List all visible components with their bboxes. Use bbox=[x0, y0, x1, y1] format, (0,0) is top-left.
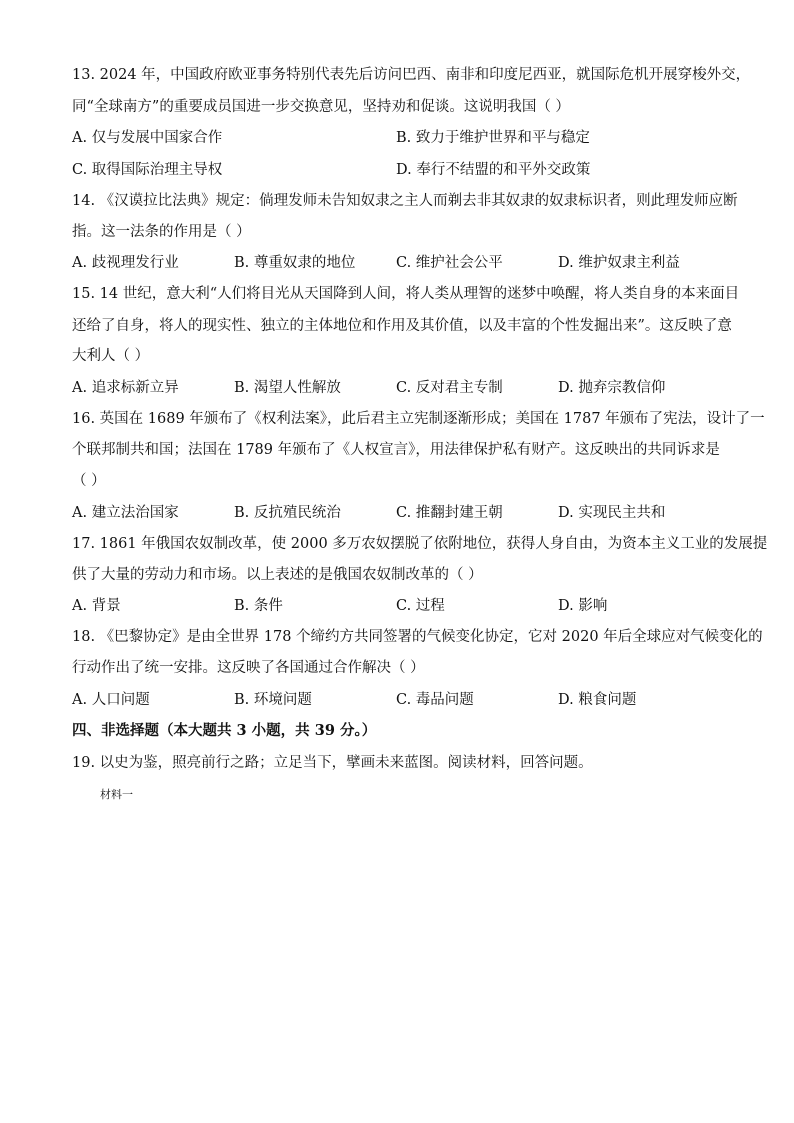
q14-option-d: D. 维护奴隶主利益 bbox=[558, 255, 680, 271]
q15-option-b: B. 渴望人性解放 bbox=[234, 380, 341, 396]
q14-option-b: B. 尊重奴隶的地位 bbox=[234, 255, 356, 271]
q14-stem-line2: 指。这一法条的作用是（ ） bbox=[72, 224, 251, 240]
q13-option-a: A. 仅与发展中国家合作 bbox=[72, 130, 223, 146]
q17-stem-line2: 供了大量的劳动力和市场。以上表述的是俄国农奴制改革的（ ） bbox=[72, 567, 483, 583]
q14-stem-line1: 14. 《汉谟拉比法典》规定：倘理发师未告知奴隶之主人而剃去非其奴隶的奴隶标识者，则此理发师应断 bbox=[72, 193, 738, 209]
q13-options-row2 bbox=[72, 160, 732, 180]
q15-stem-line3: 大利人（ ） bbox=[72, 348, 150, 364]
q18-option-b: B. 环境问题 bbox=[234, 692, 312, 708]
q13-option-b: B. 致力于维护世界和平与稳定 bbox=[396, 130, 590, 146]
q16-stem-line2: 个联邦制共和国；法国在 1789 年颁布了《人权宣言》，用法律保护私有财产。这反映出的共同诉求是 bbox=[72, 442, 720, 458]
q16-option-d: D. 实现民主共和 bbox=[558, 505, 666, 521]
q16-options bbox=[72, 503, 732, 523]
q17-option-c: C. 过程 bbox=[396, 598, 445, 614]
q15-option-c: C. 反对君主专制 bbox=[396, 380, 503, 396]
q13-options-row1 bbox=[72, 128, 732, 148]
q14-options bbox=[72, 253, 732, 273]
q17-options bbox=[72, 596, 732, 616]
q17-option-a: A. 背景 bbox=[72, 598, 121, 614]
q16-stem-line1: 16. 英国在 1689 年颁布了《权利法案》，此后君主立宪制逐渐形成；美国在 1787 年颁布了宪法，设计了一 bbox=[72, 411, 765, 427]
q18-option-a: A. 人口问题 bbox=[72, 692, 150, 708]
q18-option-c: C. 毒品问题 bbox=[396, 692, 474, 708]
section-heading: 四、非选择题（本大题共 3 小题，共 39 分。） bbox=[72, 722, 377, 739]
q16-option-a: A. 建立法治国家 bbox=[72, 505, 179, 521]
q15-stem-line1: 15. 14 世纪，意大利“人们将目光从天国降到人间，将人类从理智的迷梦中唤醒，将人类自身的本来面目 bbox=[72, 286, 740, 302]
q16-option-b: B. 反抗殖民统治 bbox=[234, 505, 341, 521]
q15-option-d: D. 抛弃宗教信仰 bbox=[558, 380, 666, 396]
q18-stem-line1: 18. 《巴黎协定》是由全世界 178 个缔约方共同签署的气候变化协定，它对 2020 年后全球应对气候变化的 bbox=[72, 629, 763, 645]
q17-stem-line1: 17. 1861 年俄国农奴制改革，使 2000 多万农奴摆脱了依附地位，获得人身自由，为资本主义工业的发展提 bbox=[72, 536, 768, 552]
q13-option-d: D. 奉行不结盟的和平外交政策 bbox=[396, 162, 591, 178]
q18-stem-line2: 行动作出了统一安排。这反映了各国通过合作解决（ ） bbox=[72, 660, 425, 676]
q17-option-d: D. 影响 bbox=[558, 598, 608, 614]
q13-option-c: C. 取得国际治理主导权 bbox=[72, 162, 223, 178]
q18-options bbox=[72, 690, 732, 710]
q13-stem-line1: 13. 2024 年，中国政府欧亚事务特别代表先后访问巴西、南非和印度尼西亚，就国际危机开展穿梭外交， bbox=[72, 67, 751, 83]
q19-stem-line1: 19. 以史为鉴，照亮前行之路；立足当下，擘画未来蓝图。阅读材料，回答问题。 bbox=[72, 755, 593, 771]
q16-option-c: C. 推翻封建王朝 bbox=[396, 505, 503, 521]
q15-options bbox=[72, 378, 732, 398]
q18-option-d: D. 粮食问题 bbox=[558, 692, 637, 708]
q16-stem-line3: （ ） bbox=[72, 473, 106, 489]
q17-option-b: B. 条件 bbox=[234, 598, 283, 614]
q13-stem-line2: 同“全球南方”的重要成员国进一步交换意见，坚持劝和促谈。这说明我国（ ） bbox=[72, 99, 570, 115]
q14-option-a: A. 歧视理发行业 bbox=[72, 255, 179, 271]
q14-option-c: C. 维护社会公平 bbox=[396, 255, 503, 271]
q19-material-label: 材料一 bbox=[100, 788, 133, 801]
q15-option-a: A. 追求标新立异 bbox=[72, 380, 179, 396]
q15-stem-line2: 还给了自身，将人的现实性、独立的主体地位和作用及其价值，以及丰富的个性发掘出来”。这反映了意 bbox=[72, 318, 732, 334]
